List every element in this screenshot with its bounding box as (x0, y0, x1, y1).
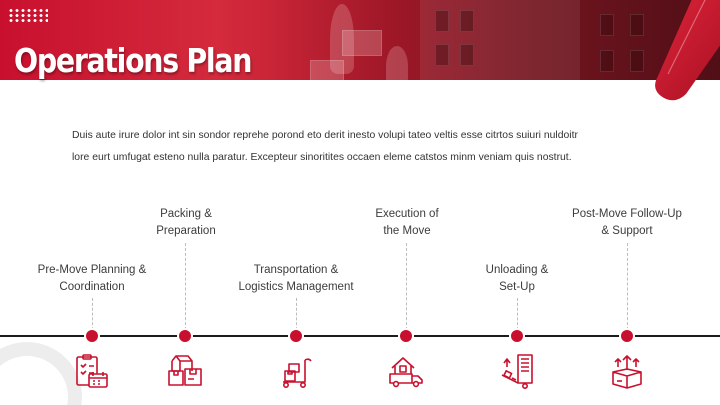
header-banner (0, 0, 720, 84)
timeline-node (511, 330, 523, 342)
intro-line-1: Duis aute irure dolor int sin sondor reprehe porond eto derit inesto volupi tateo veltis esse citrtos suiuri nuldoitr (72, 130, 578, 141)
step-label-post-move: Post-Move Follow-Up & Support (572, 208, 682, 237)
intro-paragraph (72, 125, 672, 169)
timeline-stem (406, 243, 407, 335)
checklist-calendar-icon (73, 352, 111, 390)
timeline-node (621, 330, 633, 342)
timeline-node (179, 330, 191, 342)
step-label-transportation: Transportation & Logistics Management (238, 264, 354, 293)
step-label-execution: Execution of the Move (375, 208, 439, 237)
page-title: Operations Plan (14, 41, 252, 80)
timeline-node (290, 330, 302, 342)
timeline-stem (627, 243, 628, 335)
dot-grid-decoration (8, 8, 48, 22)
step-label-pre-move: Pre-Move Planning & Coordination (37, 264, 147, 293)
timeline-stem (185, 243, 186, 335)
step-label-unloading: Unloading & Set-Up (485, 264, 549, 293)
packed-boxes-icon (166, 352, 204, 390)
open-box-arrows-icon (608, 352, 646, 390)
timeline-line (0, 335, 720, 337)
swoosh-decoration (648, 0, 720, 102)
step-label-packing: Packing & Preparation (156, 208, 216, 237)
unloading-truck-icon (498, 352, 536, 390)
moving-truck-house-icon (387, 352, 425, 390)
intro-line-2: lore eurt umfugat esteno nulla paratur. Excepteur sinoritites occaen eleme catstos minm veniam quis nostrut. (72, 152, 572, 163)
hand-truck-icon (277, 352, 315, 390)
header-divider (0, 80, 720, 84)
timeline-node (400, 330, 412, 342)
timeline-node (86, 330, 98, 342)
corner-arc-decoration (0, 342, 82, 405)
